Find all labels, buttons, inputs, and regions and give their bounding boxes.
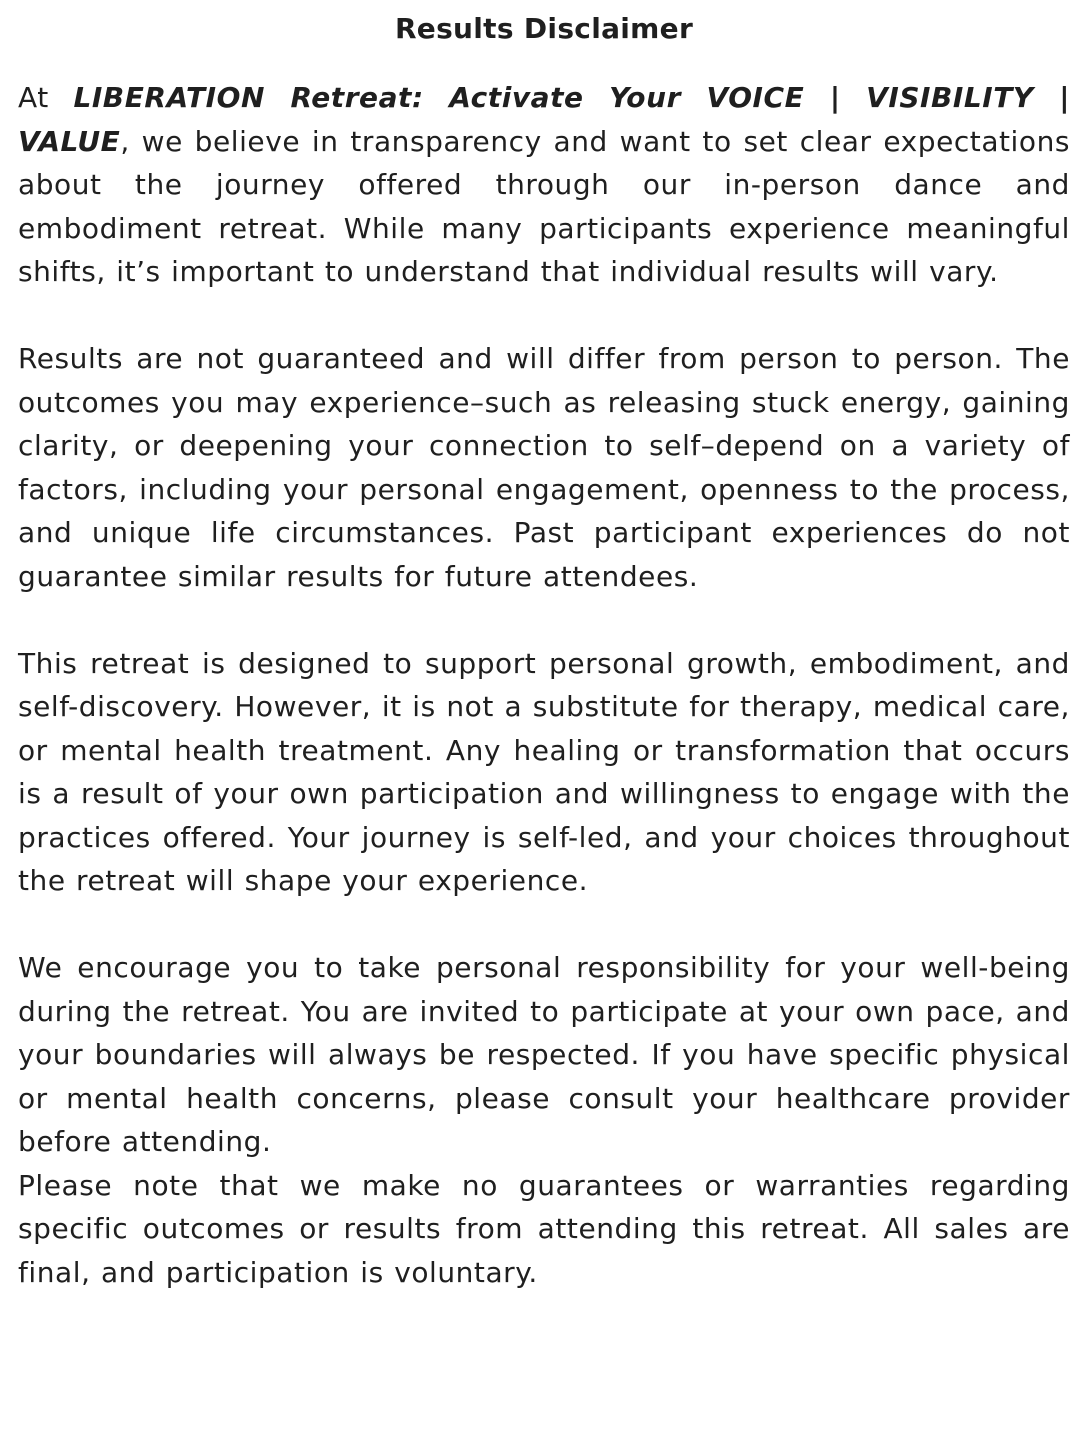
- page-title: Results Disclaimer: [394, 12, 694, 45]
- paragraph-results: Results are not guaranteed and will differ from person to person. The outcomes you may experience–such as releasing stuck energy, gaining clarity, or deepening your connection to self–depend on a variety of factors, including your personal engagement, openness to the process, and unique life circumstances. Past participant experiences do not guarantee similar results for future attendees.: [18, 342, 1070, 593]
- paragraph-intro: [18, 76, 1070, 294]
- intro-rest: , we believe in transparency and want to set clear expectations about the journey offered through our in-person dance and embodiment retreat. While many participants experience meaningful shifts, it’s important to understand that individual results will vary.: [18, 124, 1070, 288]
- paragraph-purpose: This retreat is designed to support personal growth, embodiment, and self-discovery. However, it is not a substitute for therapy, medical care, or mental health treatment. Any healing or transformation that occurs is a result of your own participation and willingness to engage with the practices offered. Your journey is self-led, and your choices throughout the retreat will shape your experience.: [18, 646, 1070, 897]
- paragraph-responsibility: We encourage you to take personal responsibility for your well-being during the retreat. You are invited to participate at your own pace, and your boundaries will always be respected. If you have specific physical or mental health concerns, please consult your healthcare provider before attending.: [18, 951, 1070, 1158]
- retreat-name: LIBERATION Retreat: Activate Your VOICE | VISIBILITY | VALUE: [18, 81, 1070, 158]
- intro-prefix: At: [18, 81, 74, 114]
- paragraph-no-guarantees: Please note that we make no guarantees or warranties regarding specific outcomes or results from attending this retreat. All sales are final, and participation is voluntary.: [18, 1168, 1070, 1289]
